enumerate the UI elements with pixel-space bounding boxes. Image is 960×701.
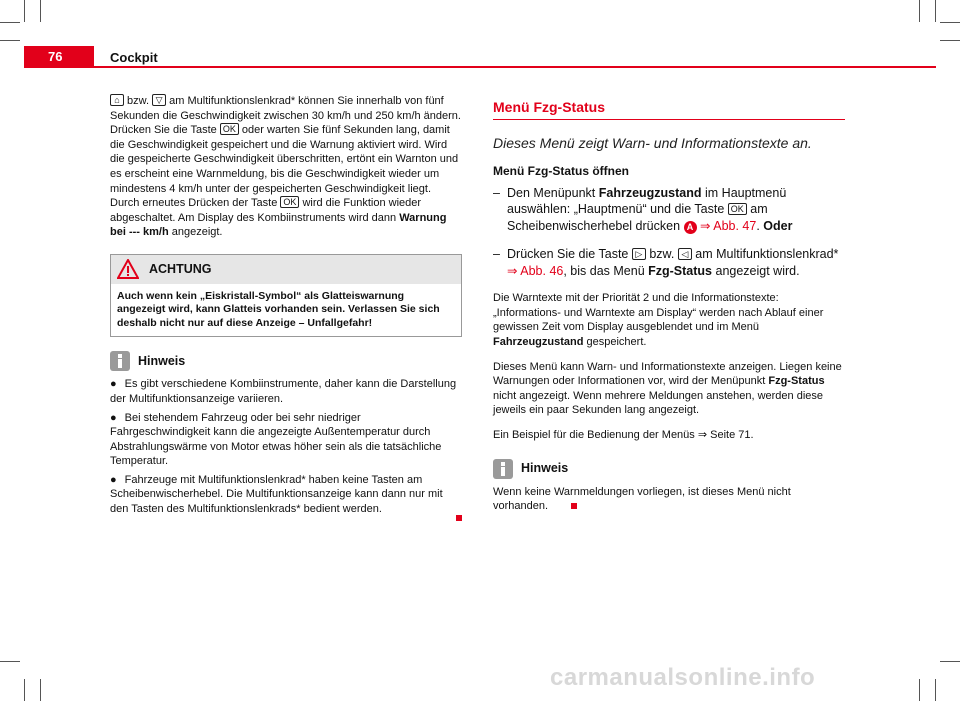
crop-mark — [0, 40, 20, 41]
page-number: 76 — [24, 46, 94, 68]
body-paragraph: Dieses Menü kann Warn- und Informationstexte anzeigen. Liegen keine Warnungen oder Informationen vor, wird der Menüpunkt Fzg-Status nicht angezeigt. Wenn mehrere Meldungen anstehen, werden diese jeweils ein paar Sekunden lang angezeigt. — [493, 360, 842, 417]
crop-mark — [0, 661, 20, 662]
list-item: ● Fahrzeuge mit Multifunktionslenkrad* haben keine Tasten am Scheibenwischerhebel. Die Multifunktionsanzeige kann dann nur mit den Tasten des Multifunktionslenkrads* bedient werden. — [110, 473, 443, 516]
figure-reference-link[interactable]: ⇒ Abb. 47 — [696, 218, 757, 233]
crop-mark — [919, 0, 920, 22]
note-header — [493, 459, 847, 479]
up-key-icon: ⌂ — [110, 94, 124, 106]
warning-triangle-icon — [117, 259, 139, 279]
speed-warning-paragraph: ⌂ bzw. ▽ am Multifunktionslenkrad* können Sie innerhalb von fünf Sekunden die Geschwindigkeit zwischen 30 km/h und 250 km/h ändern. Drücken Sie die Taste OK oder warten Sie fünf Sekunden lang, damit die Geschwindigkeit gespeichert und die Warnung aktiviert wird. Wird die gespeicherte Geschwindigkeit überschritten, ertönt ein Warnton und es erscheint eine Warnmeldung, bis die Geschwindigkeit wieder um mindestens 4 km/h unter der gespeicherten Geschwindigkeit liegt. Durch erneutes Drücken der Taste OK wird die Funktion wieder abgeschaltet. Am Display des Kombiinstruments wird dann Warnung bei --- km/h angezeigt. — [110, 95, 461, 239]
crop-mark — [24, 679, 25, 701]
note-title: Hinweis — [521, 461, 569, 476]
ok-key-icon: OK — [220, 123, 239, 135]
right-key-icon: ▷ — [632, 248, 646, 260]
list-item: ● Es gibt verschiedene Kombiinstrumente, daher kann die Darstellung der Multifunktionsanzeige variieren. — [110, 378, 457, 405]
list-item: ● Bei stehendem Fahrzeug oder bei sehr niedriger Fahrgeschwindigkeit kann die angezeigte Außentemperatur durch Abstrahlungswärme von Motor etwas höher sein als die tatsächliche Temperatur. — [110, 411, 442, 468]
info-note-icon — [110, 351, 130, 371]
crop-mark — [40, 679, 41, 701]
note-text: Wenn keine Warnmeldungen vorliegen, ist dieses Menü nicht vorhanden. — [493, 485, 791, 513]
crop-mark — [0, 22, 20, 23]
crop-mark — [935, 0, 936, 22]
ok-key-icon: OK — [280, 196, 299, 208]
body-paragraph: Die Warntexte mit der Priorität 2 und die Informationstexte: „Informations- und Warntexte am Display“ werden nach Ablauf einer gewissen Zeit vom Display ausgeblendet und im Menü Fahrzeugzustand gespeichert. — [493, 292, 824, 349]
right-column — [493, 100, 847, 514]
note-section — [493, 459, 847, 514]
header-rule — [94, 66, 936, 68]
warning-box — [110, 254, 462, 337]
section-intro: Dieses Menü zeigt Warn- und Informationstexte an. — [493, 134, 812, 151]
warning-header — [111, 255, 461, 284]
left-column — [110, 94, 462, 525]
section-title: Menü Fzg-Status — [493, 100, 845, 120]
ok-key-icon: OK — [728, 203, 747, 215]
warning-text: Auch wenn kein „Eiskristall-Symbol“ als Glatteiswarnung angezeigt wird, kann Glatteis vorhanden sein. Verlassen Sie sich deshalb nicht nur auf diese Anzeige – Unfallgefahr! — [117, 289, 440, 329]
warning-title: ACHTUNG — [149, 261, 212, 276]
callout-a-icon: A — [684, 221, 697, 234]
crop-mark — [919, 679, 920, 701]
step-item: – Den Menüpunkt Fahrzeugzustand im Hauptmenü auswählen: „Hauptmenü“ und die Taste OK am Scheibenwischerhebel drücken A ⇒ Abb. 47. Oder — [493, 185, 793, 233]
down-key-icon: ▽ — [152, 94, 166, 106]
figure-reference-link[interactable]: ⇒ Abb. 46 — [507, 263, 564, 278]
note-title: Hinweis — [138, 354, 186, 369]
left-key-icon: ◁ — [678, 248, 692, 260]
chapter-title: Cockpit — [110, 50, 158, 65]
note-section — [110, 351, 462, 525]
info-note-icon — [493, 459, 513, 479]
crop-mark — [940, 661, 960, 662]
section-end-marker — [456, 515, 462, 521]
crop-mark — [940, 22, 960, 23]
subheading: Menü Fzg-Status öffnen — [493, 164, 629, 179]
crop-mark — [40, 0, 41, 22]
body-paragraph: Ein Beispiel für die Bedienung der Menüs ⇒ Seite 71. — [493, 429, 754, 442]
crop-mark — [935, 679, 936, 701]
crop-mark — [940, 40, 960, 41]
section-end-marker — [571, 503, 577, 509]
watermark: carmanualsonline.info — [550, 664, 816, 691]
step-item: – Drücken Sie die Taste ▷ bzw. ◁ am Multifunktionslenkrad* ⇒ Abb. 46, bis das Menü Fzg-Status angezeigt wird. — [493, 247, 839, 278]
crop-mark — [24, 0, 25, 22]
note-header — [110, 351, 462, 371]
